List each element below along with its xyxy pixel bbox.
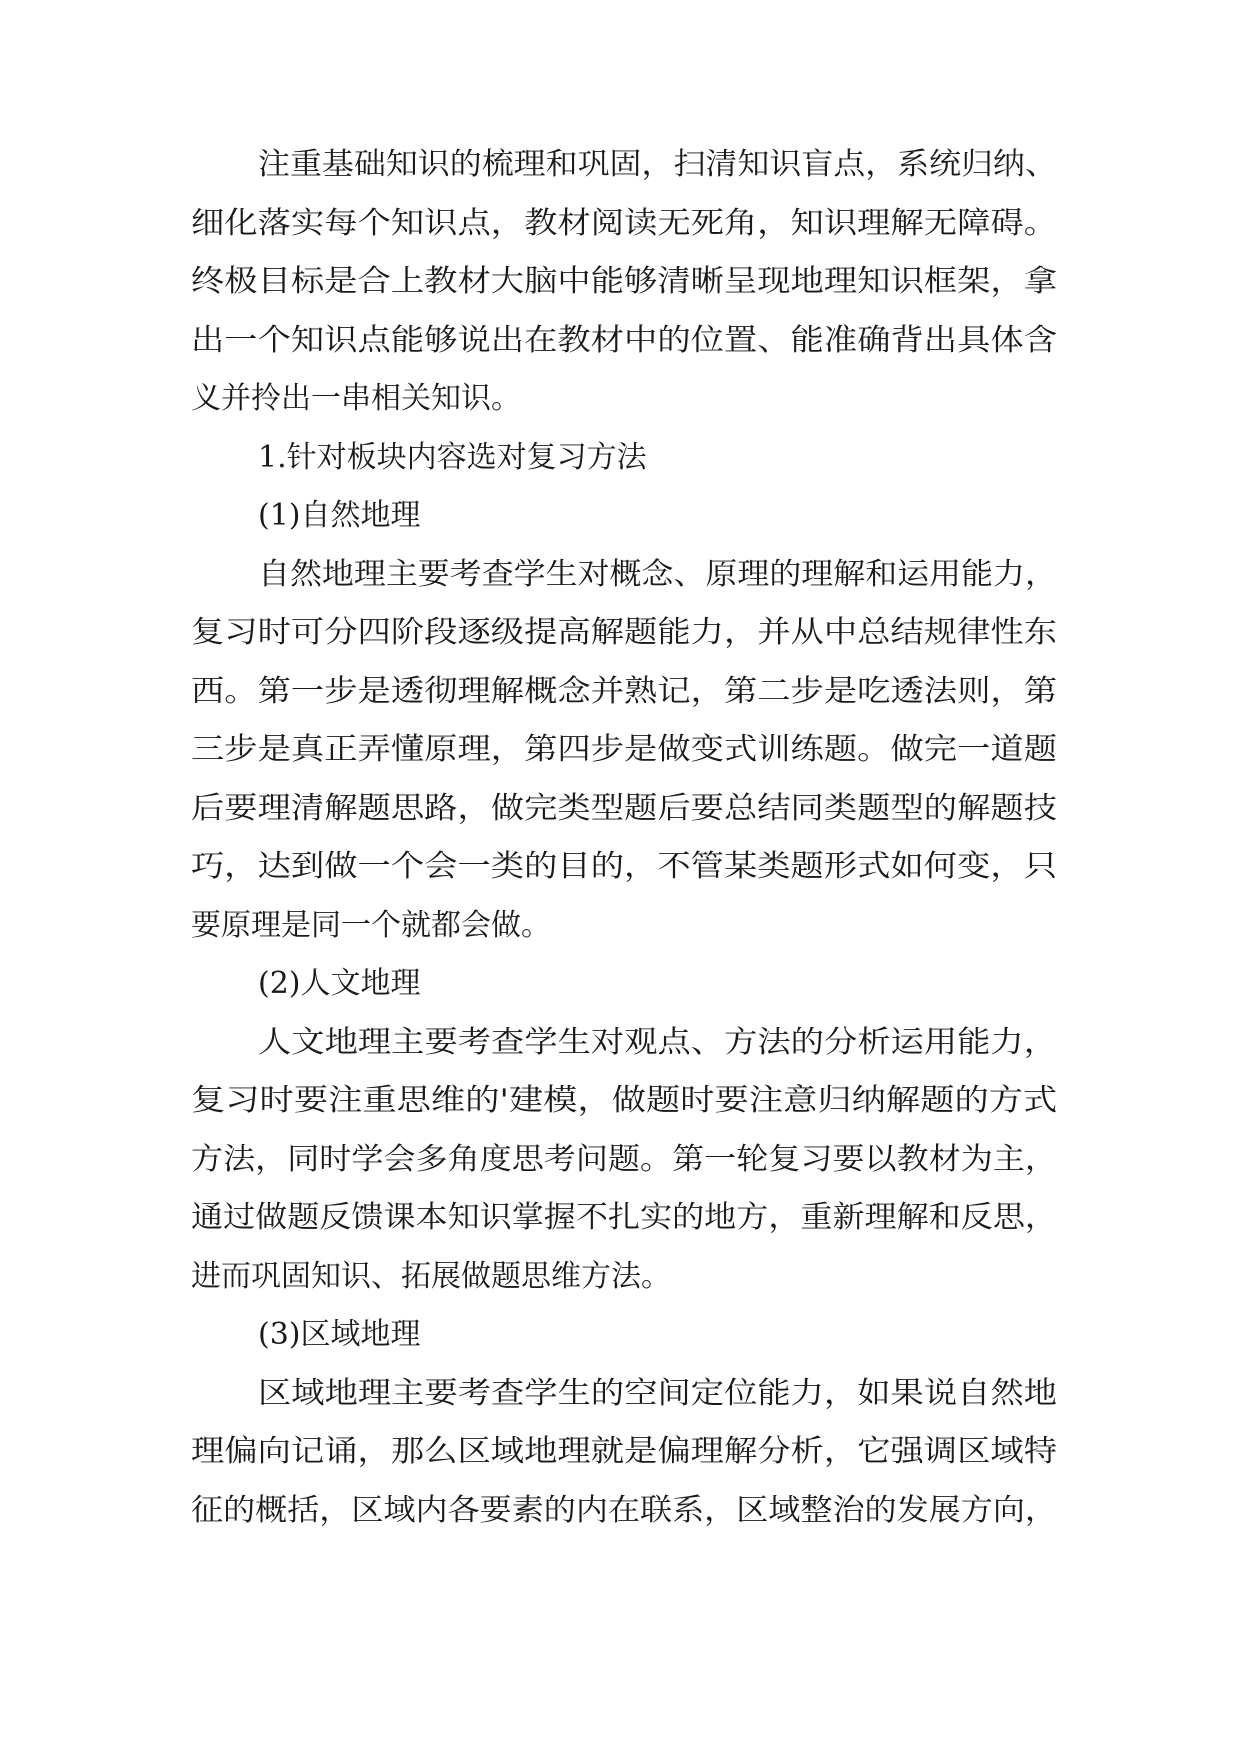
body-text-line: 复习时可分四阶段逐级提高解题能力，并从中总结规律性东 — [191, 615, 1058, 650]
body-text-line: 通过做题反馈课本知识掌握不扎实的地方，重新理解和反思， — [191, 1200, 1057, 1235]
body-text-line: 要原理是同一个就都会做。 — [191, 907, 551, 943]
body-text-line: 自然地理主要考查学生对概念、原理的理解和运用能力， — [258, 556, 1057, 592]
body-text-line: 西。第一步是透彻理解概念并熟记，第二步是吃透法则，第 — [191, 673, 1058, 709]
body-text-line: 人文地理主要考查学生对观点、方法的分析运用能力， — [258, 1024, 1057, 1060]
body-text-line: 理偏向记诵，那么区域地理就是偏理解分析，它强调区域特 — [191, 1434, 1058, 1469]
subsection-heading: (2)人文地理 — [258, 966, 421, 1001]
subsection-heading: (3)区域地理 — [258, 1317, 421, 1352]
body-text-line: 出一个知识点能够说出在教材中的位置、能准确背出具体含 — [191, 322, 1058, 358]
subsection-heading: (1)自然地理 — [258, 498, 421, 533]
body-text-line: 细化落实每个知识点，教材阅读无死角，知识理解无障碍。 — [191, 205, 1058, 241]
body-text-line: 区域地理主要考查学生的空间定位能力，如果说自然地 — [258, 1375, 1057, 1411]
body-text-line: 进而巩固知识、拓展做题思维方法。 — [191, 1258, 671, 1294]
section-heading: 1.针对板块内容选对复习方法 — [258, 439, 647, 475]
body-text-line: 注重基础知识的梳理和巩固，扫清知识盲点，系统归纳、 — [258, 147, 1057, 182]
body-text-line: 征的概括，区域内各要素的内在联系，区域整治的发展方向， — [191, 1492, 1057, 1528]
body-text-line: 终极目标是合上教材大脑中能够清晰呈现地理知识框架，拿 — [191, 264, 1058, 299]
body-text-line: 复习时要注重思维的'建模，做题时要注意归纳解题的方式 — [191, 1083, 1058, 1118]
body-text-line: 三步是真正弄懂原理，第四步是做变式训练题。做完一道题 — [191, 732, 1058, 767]
body-text-line: 后要理清解题思路，做完类型题后要总结同类题型的解题技 — [191, 790, 1058, 826]
body-text-line: 义并拎出一串相关知识。 — [191, 381, 521, 416]
body-text-line: 巧，达到做一个会一类的目的，不管某类题形式如何变，只 — [191, 849, 1058, 884]
body-text-line: 方法，同时学会多角度思考问题。第一轮复习要以教材为主， — [191, 1141, 1057, 1177]
